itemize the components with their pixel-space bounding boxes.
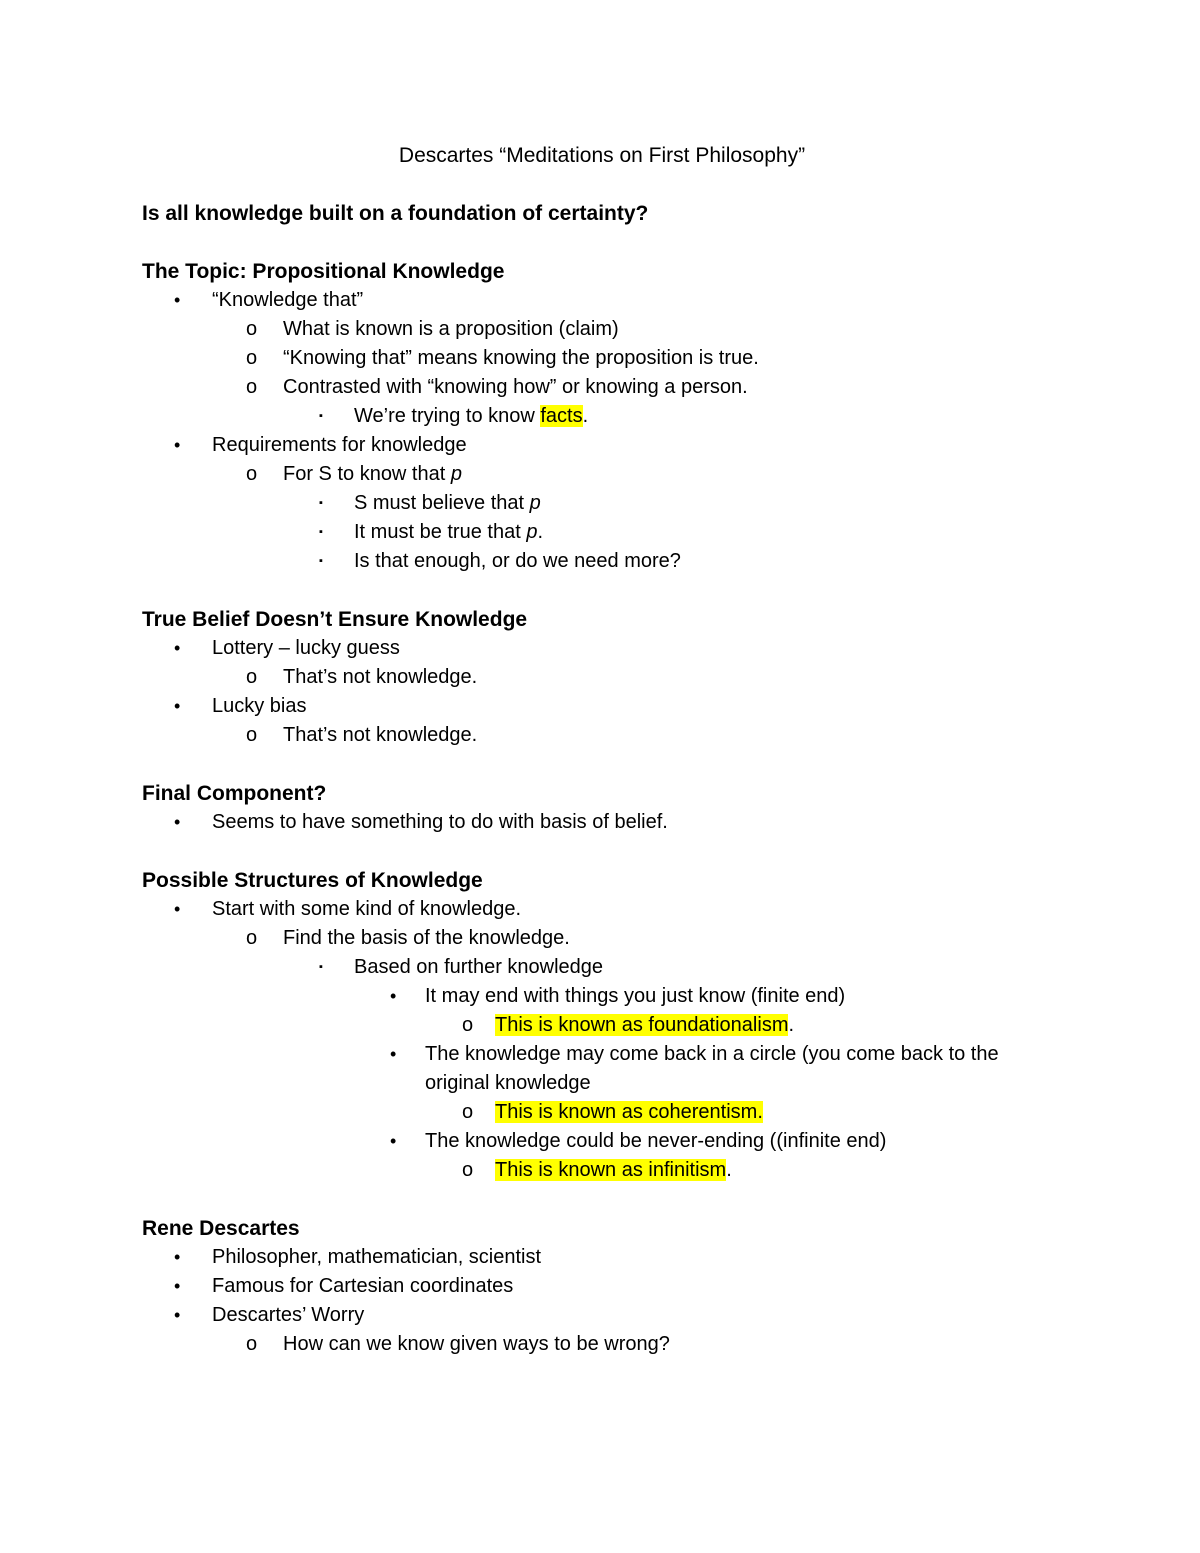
list-item-text <box>283 460 1062 489</box>
highlighted-text: facts <box>540 405 583 427</box>
bullet-marker: • <box>174 899 181 919</box>
text-run: How can we know given ways to be wrong? <box>283 1333 670 1355</box>
text-run: S must believe that <box>354 492 530 514</box>
list-item-text <box>495 1098 1062 1127</box>
bullet-marker: • <box>390 1044 397 1064</box>
text-run: We’re trying to know <box>354 405 541 427</box>
text-run: p <box>450 463 462 485</box>
bullet-marker: o <box>246 666 258 688</box>
text-run: Descartes’ Worry <box>212 1304 365 1326</box>
highlighted-text: This is known as infinitism <box>495 1159 727 1181</box>
highlighted-text: This is known as foundationalism <box>495 1014 789 1036</box>
bullet-marker: o <box>462 1101 474 1123</box>
list-item-text <box>283 373 1062 402</box>
bullet-marker: ▪ <box>319 497 323 509</box>
section <box>142 867 1062 1185</box>
list-item-text <box>212 431 1062 460</box>
text-run: For S to know that <box>283 463 451 485</box>
list-item-text <box>425 1127 1062 1156</box>
text-run: . <box>726 1159 732 1181</box>
list-item-text <box>354 547 1062 576</box>
list-item <box>142 402 1062 431</box>
bullet-marker: o <box>246 376 258 398</box>
bullet-marker: o <box>246 1333 258 1355</box>
bullet-marker: • <box>174 696 181 716</box>
list-item-text <box>212 634 1062 663</box>
text-run: Contrasted with “knowing how” or knowing a person. <box>283 376 748 398</box>
bullet-marker: • <box>174 638 181 658</box>
section-heading: Rene Descartes <box>142 1217 300 1240</box>
list-item-text <box>212 895 1062 924</box>
list-item <box>142 344 1062 373</box>
list-item <box>142 953 1062 982</box>
list-item-text <box>354 402 1062 431</box>
list-item-text <box>212 808 1062 837</box>
text-run: Seems to have something to do with basis of belief. <box>212 811 668 833</box>
list-item-text <box>212 1301 1062 1330</box>
bullet-marker: ▪ <box>319 961 323 973</box>
list-item-text <box>212 1272 1062 1301</box>
text-run: Is that enough, or do we need more? <box>354 550 681 572</box>
bullet-marker: ▪ <box>319 526 323 538</box>
bullet-marker: o <box>246 318 258 340</box>
section-heading: Possible Structures of Knowledge <box>142 869 483 892</box>
text-run: . <box>537 521 543 543</box>
text-run: Based on further knowledge <box>354 956 604 978</box>
list-item-text <box>283 1330 1062 1359</box>
bullet-marker: o <box>246 927 258 949</box>
text-run: The knowledge may come back in a circle (you come back to the original knowledge <box>425 1043 999 1094</box>
bullet-marker: ▪ <box>319 410 323 422</box>
list-item-text <box>495 1156 1062 1185</box>
list-item <box>142 692 1062 721</box>
list-item <box>142 286 1062 315</box>
section-heading: Final Component? <box>142 782 327 805</box>
list-item-text <box>425 982 1062 1011</box>
list-item <box>142 924 1062 953</box>
list-item-text <box>283 663 1062 692</box>
text-run: Requirements for knowledge <box>212 434 467 456</box>
list-item <box>142 721 1062 750</box>
text-run: Famous for Cartesian coordinates <box>212 1275 514 1297</box>
list-item-text <box>283 344 1062 373</box>
bullet-marker: o <box>462 1014 474 1036</box>
list-item <box>142 373 1062 402</box>
text-run: Lottery – lucky guess <box>212 637 400 659</box>
bullet-marker: ▪ <box>319 555 323 567</box>
list-item <box>142 808 1062 837</box>
text-run: It must be true that <box>354 521 527 543</box>
text-run: That’s not knowledge. <box>283 666 478 688</box>
list-item <box>142 1156 1062 1185</box>
text-run: Find the basis of the knowledge. <box>283 927 570 949</box>
bullet-marker: o <box>246 724 258 746</box>
list-item <box>142 460 1062 489</box>
bullet-marker: • <box>174 1305 181 1325</box>
list-item <box>142 1098 1062 1127</box>
document-title: Descartes “Meditations on First Philosophy” <box>398 144 806 167</box>
list-item-text <box>354 518 1062 547</box>
list-item-text <box>495 1011 1062 1040</box>
list-item <box>142 1330 1062 1359</box>
list-item <box>142 1127 1062 1156</box>
text-run: What is known is a proposition (claim) <box>283 318 619 340</box>
text-run: It may end with things you just know (finite end) <box>425 985 846 1007</box>
list-item <box>142 895 1062 924</box>
list-item-text <box>283 721 1062 750</box>
list-item-text <box>425 1040 1062 1098</box>
list-item <box>142 634 1062 663</box>
list-item-text <box>354 953 1062 982</box>
list-item-text <box>212 286 1062 315</box>
bullet-marker: o <box>246 463 258 485</box>
bullet-marker: • <box>174 290 181 310</box>
list-item <box>142 1272 1062 1301</box>
document-body <box>142 142 1062 1389</box>
bullet-marker: • <box>174 812 181 832</box>
text-run: “Knowledge that” <box>212 289 364 311</box>
text-run: p <box>529 492 541 514</box>
list-item-text <box>212 692 1062 721</box>
bullet-marker: • <box>390 1131 397 1151</box>
text-run: . <box>582 405 589 427</box>
text-run: That’s not knowledge. <box>283 724 478 746</box>
text-run: Start with some kind of knowledge. <box>212 898 522 920</box>
list-item-text <box>283 924 1062 953</box>
section-heading: True Belief Doesn’t Ensure Knowledge <box>142 608 528 631</box>
list-item-text <box>283 315 1062 344</box>
section <box>142 606 1062 750</box>
list-item <box>142 982 1062 1011</box>
section <box>142 258 1062 576</box>
list-item <box>142 1011 1062 1040</box>
section <box>142 780 1062 837</box>
text-run: Lucky bias <box>212 695 307 717</box>
list-item <box>142 1301 1062 1330</box>
text-run: . <box>788 1014 795 1036</box>
list-item <box>142 315 1062 344</box>
text-run: Philosopher, mathematician, scientist <box>212 1246 542 1268</box>
bullet-marker: • <box>174 1276 181 1296</box>
highlighted-text: This is known as coherentism. <box>495 1101 763 1123</box>
list-item-text <box>354 489 1062 518</box>
list-item <box>142 547 1062 576</box>
document-sections <box>142 258 1062 1359</box>
section <box>142 1215 1062 1359</box>
bullet-marker: • <box>174 1247 181 1267</box>
list-item-text <box>212 1243 1062 1272</box>
list-item <box>142 518 1062 547</box>
list-item <box>142 1243 1062 1272</box>
bullet-marker: • <box>174 435 181 455</box>
section-heading: The Topic: Propositional Knowledge <box>142 260 505 283</box>
list-item <box>142 1040 1062 1098</box>
bullet-marker: o <box>246 347 258 369</box>
list-item <box>142 663 1062 692</box>
document-question: Is all knowledge built on a foundation of certainty? <box>142 202 649 225</box>
text-run: “Knowing that” means knowing the proposition is true. <box>283 347 759 369</box>
text-run: The knowledge could be never-ending ((infinite end) <box>425 1130 887 1152</box>
bullet-marker: o <box>462 1159 474 1181</box>
list-item <box>142 489 1062 518</box>
bullet-marker: • <box>390 986 397 1006</box>
list-item <box>142 431 1062 460</box>
text-run: p <box>526 521 538 543</box>
